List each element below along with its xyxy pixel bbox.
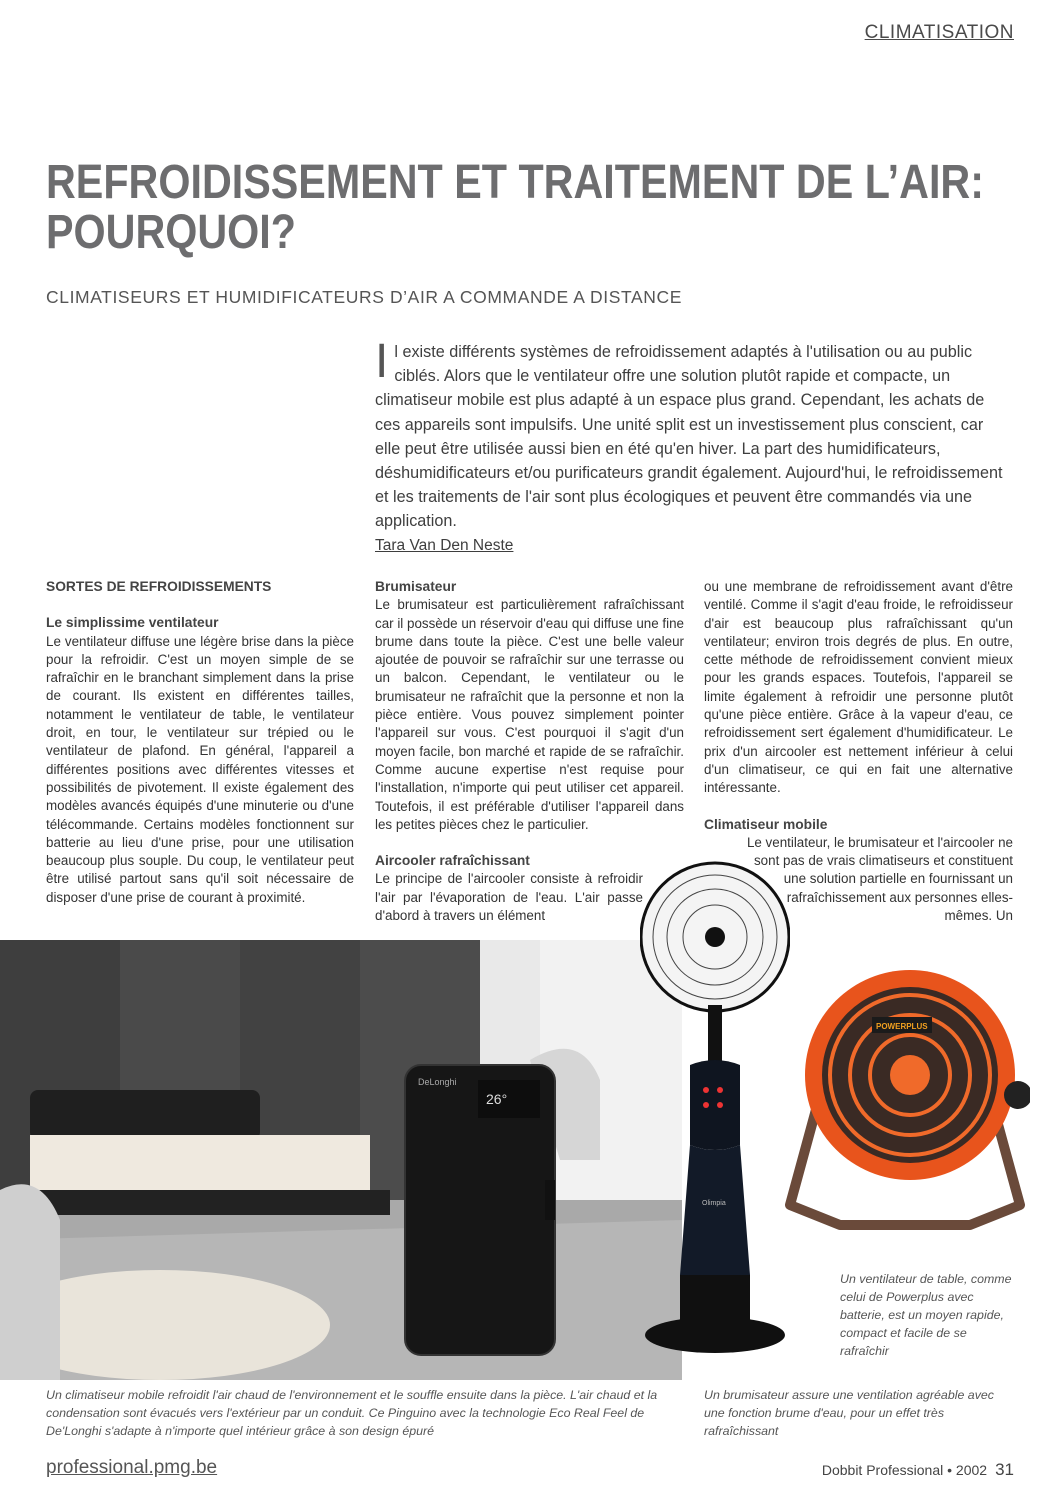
caption-portable-ac: Un climatiseur mobile refroidit l'air chaud de l'environnement et le souffle ensuite dans la pièce. L'air chaud et la condensation sont évacués vers l'extérieur par un conduit. Ce Pinguino avec la technologie Eco Real Feel de De'Longhi s'adapte à n'importe quel intérieur grâce à son design épuré [46,1388,658,1438]
subheading-brumisateur: Brumisateur [375,579,457,594]
article-subtitle: CLIMATISEURS ET HUMIDIFICATEURS D’AIR A COMMANDE A DISTANCE [46,287,682,307]
website-link[interactable]: professional.pmg.be [46,1457,218,1478]
column-1 [46,578,354,907]
misting-fan-brand: Olimpia [702,1200,726,1207]
bedroom-photo [0,940,682,1380]
column-2 [375,578,684,925]
desk-fan-illustration [780,955,1030,1255]
article-title [46,156,984,259]
intro-paragraph [375,335,1005,534]
subheading-ventilateur: Le simplissime ventilateur [46,615,219,631]
bedroom-illustration [0,940,682,1380]
paragraph-ventilateur: Le ventilateur diffuse une légère brise dans la pièce pour la refroidir. C'est un moyen simple de se rafraîchir en le branchant simplement dans la prise de courant. Ils existent en différentes tailles, notamment le ventilateur de table, le ventilateur droit, en tour, le ventilateur sur trépied ou le ventilateur de plafond. En général, l'appareil a différentes positions avec différentes vitesses et possibilités de pivotement. Il existe également des modèles avancés équipés d'une minuterie ou d'une télécommande. Certains modèles fonctionnent sur batterie au lieu d'une prise, pour une utilisation beaucoup plus souple. Du coup, le ventilateur peut être utilisé partout sans qu'il soit nécessaire de disposer d'une prise de courant à proximité. [46,633,354,905]
drop-cap: I [375,335,389,388]
paragraph-aircooler: Le principe de l'aircooler consiste à refroidir l'air par l'évaporation de l'eau. L'air passe d'abord à travers un élément [375,871,643,924]
subheading-aircooler: Aircooler rafraîchissant [375,853,530,869]
misting-fan-illustration [640,855,790,1375]
subheading-climatiseur-mobile: Climatiseur mobile [704,816,828,832]
publication-name: Dobbit Professional • 2002 [821,1462,988,1478]
title-line-1: REFROIDISSEMENT ET TRAITEMENT DE L’AIR: [46,156,984,209]
page-number: 31 [995,1460,1014,1479]
intro-text: l existe différents systèmes de refroidissement adaptés à l'utilisation ou au public ciblés. Alors que le ventilateur offre une solution plutôt rapide et compacte, un climatiseur mobile est plus adapté à un espace plus grand. Cependant, les achats de ces appareils sont impulsifs. Une unité split est un investissement plus conscient, car elle peut être utilisée aussi bien en été qu'en hiver. La part des humidificateurs, déshumidificateurs et/ou purificateurs grandit également. Aujourd'hui, le refroidissement et les traitements de l'air sont plus écologiques et peuvent être commandés via une application. [375,343,1003,531]
paragraph-climatiseur-mobile: Le ventilateur, le brumisateur et l'aircooler ne sont pas de vrais climatiseurs et constituent une solution partielle en fournissant un rafraîchissement aux personnes elles-mêmes. Un [746,834,1013,924]
ac-brand: DeLonghi [418,1077,457,1087]
footer-website[interactable] [46,1457,217,1479]
paragraph-aircooler-cont: ou une membrane de refroidissement avant d'être ventilé. Comme il s'agit d'eau froide, le refroidisseur d'air est beaucoup plus rafraîchissant qu'un ventilateur; environ trois degrés de plus. En outre, cette méthode de refroidissement convient mieux pour les grands espaces. Toutefois, l'appareil se limite également à refroidir une personne plutôt qu'une pièce entière. Grâce à la vapeur d'eau, ce refroidissement sert également d'humidificateur. Le prix d'un aircooler est nettement inférieur à celui d'un climatiseur, ce qui en fait une alternative intéressante. [704,579,1013,796]
author-byline: Tara Van Den Neste [375,537,514,554]
desk-fan-brand: POWERPLUS [876,1022,928,1031]
section-tag: CLIMATISATION [864,22,1014,43]
caption-desk-fan: Un ventilateur de table, comme celui de Powerplus avec batterie, est un moyen rapide, compact et facile de se rafraîchir [840,1272,1012,1358]
paragraph-brumisateur: Le brumisateur est particulièrement rafraîchissant car il possède un réservoir d'eau qui diffuse une fine brume dans toute la pièce. C'est une belle valeur ajoutée de pouvoir se rafraîchir sur une terrasse ou un balcon. Cependant, le ventilateur ou le brumisateur ne rafraîchit que la personne et non la pièce entière. Vous pouvez simplement pointer l'appareil sur vous. C'est pourquoi il s'agit d'un moyen facile, bon marché et rapide de se rafraîchir. Comme aucune expertise n'est requise pour l'installation, n'importe qui peut utiliser cet appareil. Toutefois, il est préférable d'utiliser l'appareil dans les petites pièces chez le particulier. [375,597,684,832]
section-heading: SORTES DE REFROIDISSEMENTS [46,579,272,594]
title-line-2: POURQUOI? [46,206,296,259]
ac-display: 26° [486,1091,508,1107]
footer-publication [822,1460,1014,1480]
caption-misting-fan: Un brumisateur assure une ventilation agréable avec une fonction brume d'eau, pour un effet très rafraîchissant [704,1388,994,1438]
